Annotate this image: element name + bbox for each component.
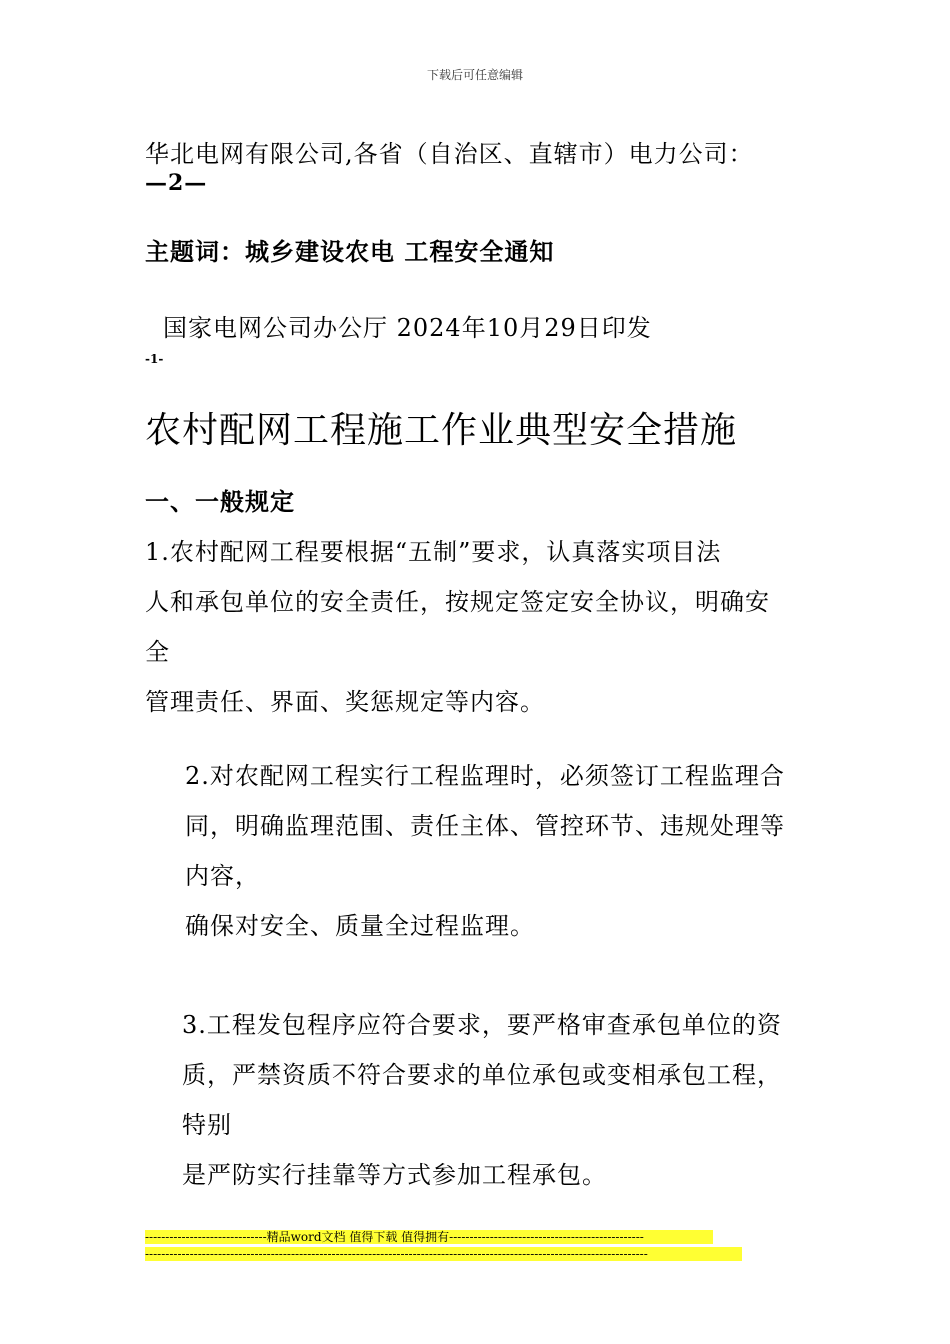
item2-line2: 同，明确监理范围、责任主体、管控环节、违规处理等 — [185, 812, 785, 840]
item3-line4: 是严防实行挂靠等方式参加工程承包。 — [182, 1161, 607, 1189]
item3-line3: 特别 — [182, 1111, 232, 1139]
item1-line4: 管理责任、界面、奖惩规定等内容。 — [145, 688, 545, 716]
page-marker-1: -1- — [145, 352, 164, 366]
page-marker-2: —2— — [145, 170, 208, 196]
section-heading: 一、一般规定 — [145, 487, 295, 516]
item2-line1: 2.对农配网工程实行工程监理时，必须签订工程监理合 — [185, 762, 785, 790]
footer-banner: ------------------------------精品word文档 值得下载 值得拥有------------------------------------------------ — [145, 1230, 713, 1244]
page-header: 下载后可任意编辑 — [426, 68, 523, 82]
item1-line3: 全 — [145, 638, 170, 666]
item2-line4: 确保对安全、质量全过程监理。 — [185, 912, 535, 940]
item3-line1: 3.工程发包程序应符合要求，要严格审查承包单位的资 — [182, 1011, 782, 1039]
document-title: 农村配网工程施工作业典型安全措施 — [145, 410, 738, 451]
recipients-line: 华北电网有限公司,各省（自治区、直辖市）电力公司： — [145, 140, 754, 168]
footer-dash-line: ---------------------------------------------------------------------------------------------------------------------------- — [145, 1247, 742, 1261]
item1-line2: 人和承包单位的安全责任，按规定签定安全协议，明确安 — [145, 588, 770, 616]
item3-line2: 质，严禁资质不符合要求的单位承包或变相承包工程， — [182, 1061, 782, 1089]
subject-line: 主题词：城乡建设农电 工程安全通知 — [145, 237, 555, 266]
item2-line3: 内容， — [185, 862, 260, 890]
item1-line1: 1.农村配网工程要根据“五制”要求，认真落实项目法 — [145, 538, 722, 566]
issuer-line: 国家电网公司办公厅 2024年10月29日印发 — [163, 314, 652, 342]
